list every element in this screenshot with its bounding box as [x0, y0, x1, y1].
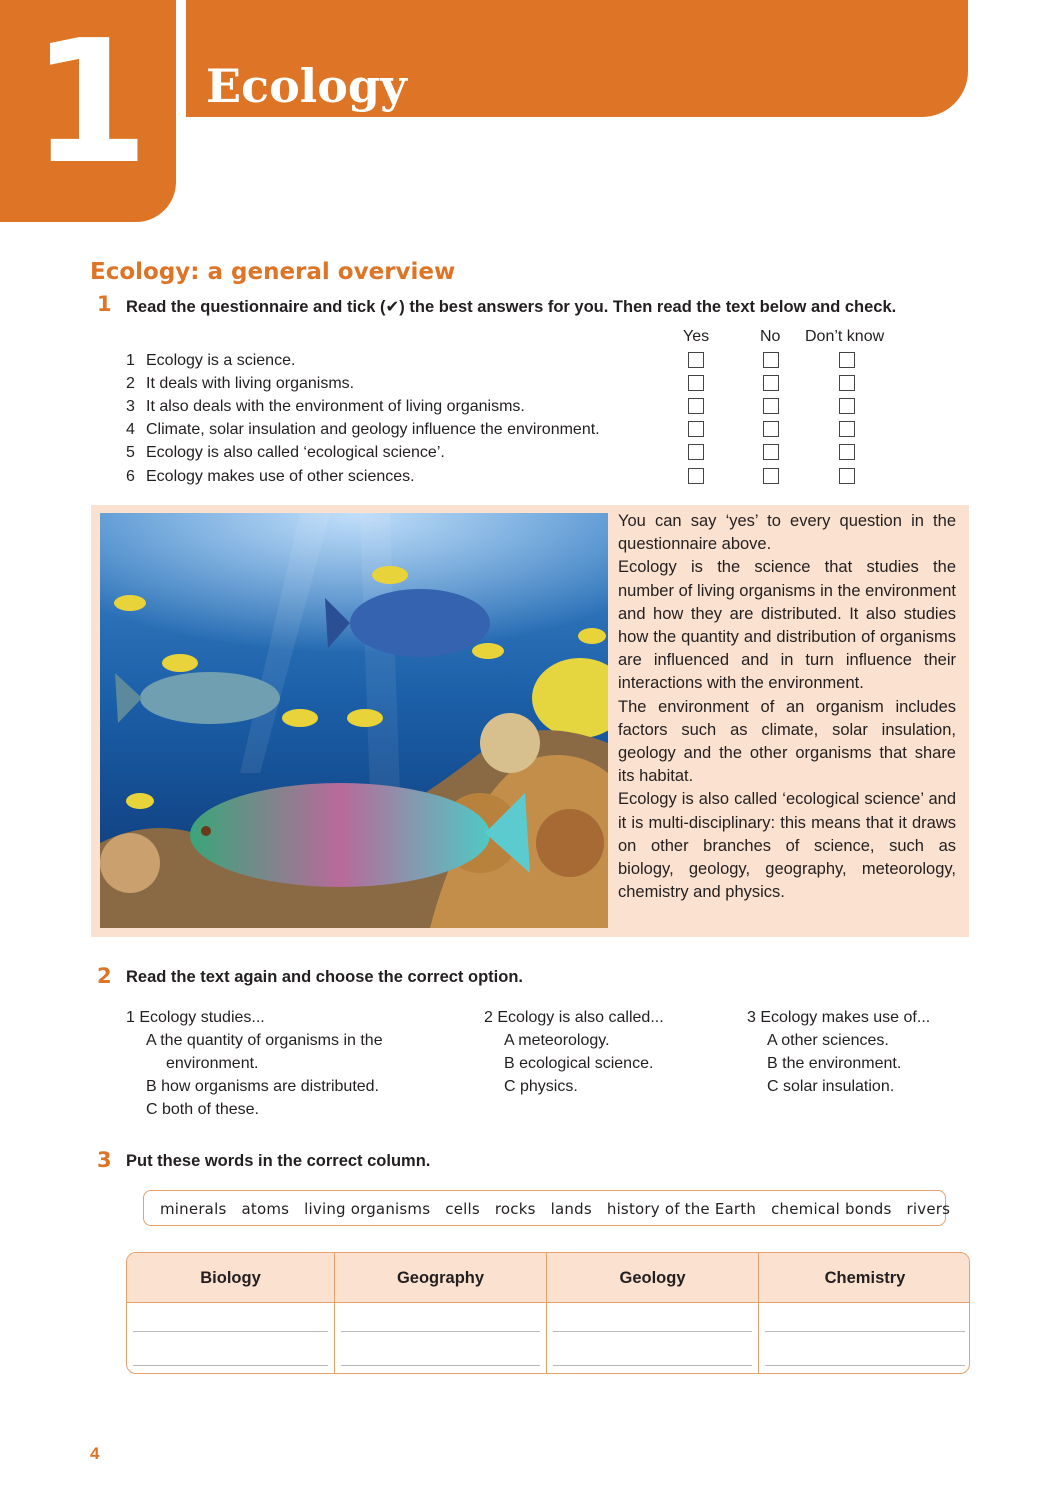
- unit-number-block: [0, 0, 176, 222]
- column-dont-know: Don’t know: [805, 328, 885, 345]
- column-geology: [546, 1253, 758, 1374]
- option-b[interactable]: B ecological science.: [504, 1055, 654, 1072]
- option-a[interactable]: A meteorology.: [504, 1032, 610, 1049]
- questionnaire-row: [126, 352, 926, 374]
- questionnaire-row: [126, 398, 926, 420]
- question-number: 6: [126, 468, 135, 485]
- answer-line[interactable]: [553, 1365, 752, 1366]
- word-item[interactable]: cells: [445, 1200, 480, 1218]
- answer-line[interactable]: [133, 1331, 328, 1332]
- option-a[interactable]: A the quantity of organisms in the: [146, 1032, 383, 1049]
- questionnaire-row: [126, 421, 926, 443]
- questionnaire-row: [126, 444, 926, 466]
- question-text: It also deals with the environment of living organisms.: [146, 398, 525, 415]
- checkbox-dont-know[interactable]: [839, 375, 855, 391]
- exercise-2-instruction: Read the text again and choose the correct option.: [126, 968, 523, 986]
- reading-paragraph: Ecology is also called ‘ecological science’ and it is multi-disciplinary: this means that it draws on other branches of science, such as biology, geology, geography, meteorology, chemistry and physics.: [618, 790, 956, 902]
- page-number: 4: [90, 1444, 100, 1463]
- question-number: 4: [126, 421, 135, 438]
- column-header: Chemistry: [824, 1269, 906, 1287]
- checkbox-yes[interactable]: [688, 421, 704, 437]
- checkbox-yes[interactable]: [688, 375, 704, 391]
- checkbox-no[interactable]: [763, 352, 779, 368]
- word-item[interactable]: rivers: [906, 1200, 951, 1218]
- exercise-3-instruction: Put these words in the correct column.: [126, 1152, 431, 1170]
- question-text: Ecology makes use of other sciences.: [146, 468, 415, 485]
- unit-title: Ecology: [206, 59, 407, 113]
- option-a[interactable]: A other sciences.: [767, 1032, 889, 1049]
- column-yes: Yes: [683, 328, 710, 345]
- checkbox-dont-know[interactable]: [839, 398, 855, 414]
- reading-paragraph: Ecology is the science that studies the number of living organisms in the environment and how they are distributed. It also studies how the quantity and distribution of organisms are influenced and in turn influence their interactions with the environment.: [618, 558, 956, 693]
- checkbox-no[interactable]: [763, 468, 779, 484]
- checkbox-no[interactable]: [763, 375, 779, 391]
- reading-paragraph: The environment of an organism includes factors such as climate, solar insulation, geology and the other organisms that share its habitat.: [618, 697, 956, 786]
- question-text: Ecology is also called ‘ecological science’.: [146, 444, 445, 461]
- option-c[interactable]: C both of these.: [146, 1101, 259, 1118]
- answer-line[interactable]: [765, 1331, 965, 1332]
- question-stem: 3 Ecology makes use of...: [747, 1009, 931, 1026]
- checkbox-yes[interactable]: [688, 398, 704, 414]
- questionnaire-row: [126, 375, 926, 397]
- exercise-1-number: 1: [97, 292, 112, 316]
- sorting-table: [126, 1252, 970, 1374]
- word-item[interactable]: living organisms: [304, 1200, 431, 1218]
- question-stem: 1 Ecology studies...: [126, 1009, 265, 1026]
- checkbox-dont-know[interactable]: [839, 352, 855, 368]
- column-header: Geography: [396, 1269, 485, 1287]
- option-c[interactable]: C solar insulation.: [767, 1078, 895, 1095]
- column-geography: [334, 1253, 546, 1374]
- option-b[interactable]: B how organisms are distributed.: [146, 1078, 379, 1095]
- question-text: Climate, solar insulation and geology influence the environment.: [146, 421, 600, 438]
- question-number: 1: [126, 352, 135, 369]
- checkbox-dont-know[interactable]: [839, 421, 855, 437]
- question-text: It deals with living organisms.: [146, 375, 355, 392]
- word-item[interactable]: atoms: [241, 1200, 290, 1218]
- question-1: [126, 1006, 383, 1121]
- option-b[interactable]: B the environment.: [767, 1055, 902, 1072]
- column-biology: [127, 1253, 334, 1374]
- answer-line[interactable]: [341, 1365, 540, 1366]
- answer-line[interactable]: [341, 1331, 540, 1332]
- exercise-1-instruction: Read the questionnaire and tick (✔) the best answers for you. Then read the text below and check.: [126, 298, 897, 316]
- reading-text: [618, 510, 956, 904]
- question-text: Ecology is a science.: [146, 352, 296, 369]
- answer-line[interactable]: [133, 1365, 328, 1366]
- coral-reef-photo: [100, 513, 608, 928]
- question-stem: 2 Ecology is also called...: [484, 1009, 664, 1026]
- section-title: Ecology: a general overview: [90, 259, 456, 285]
- checkbox-dont-know[interactable]: [839, 444, 855, 460]
- word-item[interactable]: lands: [550, 1200, 592, 1218]
- checkbox-yes[interactable]: [688, 468, 704, 484]
- checkbox-no[interactable]: [763, 444, 779, 460]
- word-bank: [143, 1190, 951, 1226]
- question-3: [747, 1006, 930, 1098]
- checkbox-yes[interactable]: [688, 352, 704, 368]
- reading-paragraph: You can say ‘yes’ to every question in the questionnaire above.: [618, 512, 956, 554]
- unit-number: 1: [30, 4, 146, 202]
- column-header: Geology: [619, 1269, 686, 1287]
- column-header: Biology: [200, 1269, 261, 1287]
- word-item[interactable]: chemical bonds: [771, 1200, 892, 1218]
- checkbox-yes[interactable]: [688, 444, 704, 460]
- question-number: 3: [126, 398, 135, 415]
- checkbox-dont-know[interactable]: [839, 468, 855, 484]
- checkbox-no[interactable]: [763, 398, 779, 414]
- answer-line[interactable]: [553, 1331, 752, 1332]
- word-item[interactable]: history of the Earth: [606, 1200, 757, 1218]
- question-number: 2: [126, 375, 135, 392]
- exercise-2-number: 2: [97, 964, 112, 988]
- word-item[interactable]: minerals: [160, 1200, 227, 1218]
- exercise-3-number: 3: [97, 1148, 112, 1172]
- option-a-continued: environment.: [166, 1055, 259, 1072]
- question-number: 5: [126, 444, 135, 461]
- questionnaire-row: [126, 468, 926, 490]
- word-item[interactable]: rocks: [494, 1200, 536, 1218]
- column-no: No: [760, 328, 781, 345]
- answer-line[interactable]: [765, 1365, 965, 1366]
- option-c[interactable]: C physics.: [504, 1078, 578, 1095]
- checkbox-no[interactable]: [763, 421, 779, 437]
- column-chemistry: [758, 1253, 970, 1374]
- question-2: [484, 1006, 664, 1098]
